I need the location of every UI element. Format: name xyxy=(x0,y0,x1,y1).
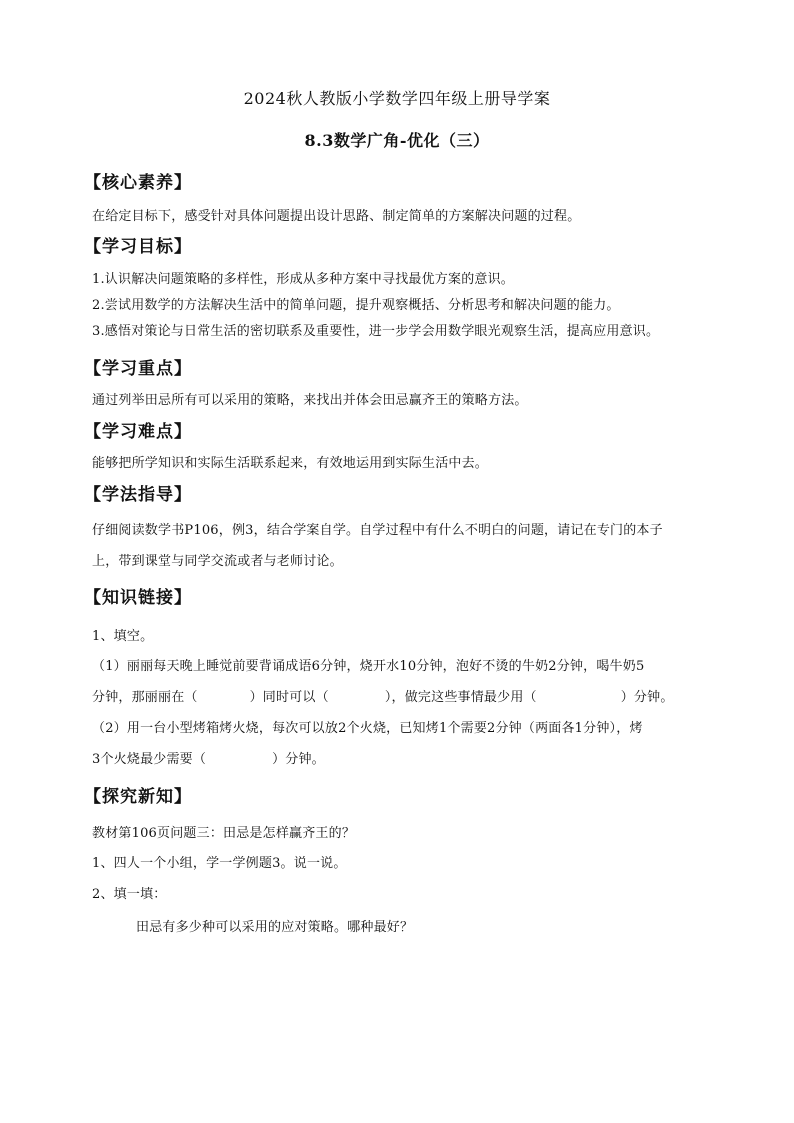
link-question-title: 1、填空。 xyxy=(92,629,154,644)
goal-item-3: 3.感悟对策论与日常生活的密切联系及重要性，进一步学会用数学眼光观察生活，提高应用意识。 xyxy=(92,324,660,339)
q1-text-c: ），做完这些事情最少用（ xyxy=(384,690,537,705)
document-title: 2024秋人教版小学数学四年级上册导学案 xyxy=(243,89,551,108)
difficulty-text: 能够把所学知识和实际生活联系起来，有效地运用到实际生活中去。 xyxy=(92,456,489,471)
focus-text: 通过列举田忌所有可以采用的策略，来找出并体会田忌赢齐王的策略方法。 xyxy=(92,393,528,408)
q1-text-d: ）分钟。 xyxy=(620,690,674,705)
link-q2-line-1: （2）用一台小型烤箱烤火烧，每次可以放2个火烧，已知烤1个需要2分钟（两面各1分钟），烤 xyxy=(92,721,643,736)
core-text: 在给定目标下，感受针对具体问题提出设计思路、制定简单的方案解决问题的过程。 xyxy=(92,209,581,224)
heading-goals: 【学习目标】 xyxy=(84,237,192,257)
explore-question: 田忌有多少种可以采用的应对策略。哪种最好？ xyxy=(136,920,414,935)
heading-link: 【知识链接】 xyxy=(84,588,192,608)
explore-step-2: 2、填一填： xyxy=(92,887,167,902)
heading-focus: 【学习重点】 xyxy=(84,359,192,379)
link-q1-line-1: （1）丽丽每天晚上睡觉前要背诵成语6分钟，烧开水10分钟，泡好不烫的牛奶2分钟，喝牛奶5 xyxy=(92,659,645,674)
link-q2-line-2 xyxy=(92,748,712,767)
goal-item-1: 1.认识解决问题策略的多样性，形成从多种方案中寻找最优方案的意识。 xyxy=(92,272,515,287)
q1-text-b: ）同时可以（ xyxy=(249,690,329,705)
method-text-line-1: 仔细阅读数学书P106，例3，结合学案自学。自学过程中有什么不明白的问题，请记在专门的本子 xyxy=(92,523,663,538)
heading-core: 【核心素养】 xyxy=(84,173,192,193)
explore-intro: 教材第106页问题三：田忌是怎样赢齐王的？ xyxy=(92,826,356,841)
explore-step-1: 1、四人一个小组，学一学例题3。说一说。 xyxy=(92,856,347,871)
document-subtitle: 8.3数学广角-优化（三） xyxy=(304,131,490,150)
heading-explore: 【探究新知】 xyxy=(84,787,192,807)
heading-method: 【学法指导】 xyxy=(84,485,192,505)
heading-difficulty: 【学习难点】 xyxy=(84,422,192,442)
q1-text-a: 分钟，那丽丽在（ xyxy=(92,690,198,705)
method-text-line-2: 上，带到课堂与同学交流或者与老师讨论。 xyxy=(92,554,343,569)
goal-item-2: 2.尝试用数学的方法解决生活中的简单问题，提升观察概括、分析思考和解决问题的能力。 xyxy=(92,298,620,313)
link-q1-line-2 xyxy=(92,686,712,705)
q2-text-a: 3个火烧最少需要（ xyxy=(92,752,207,767)
q2-text-b: ）分钟。 xyxy=(272,752,325,767)
